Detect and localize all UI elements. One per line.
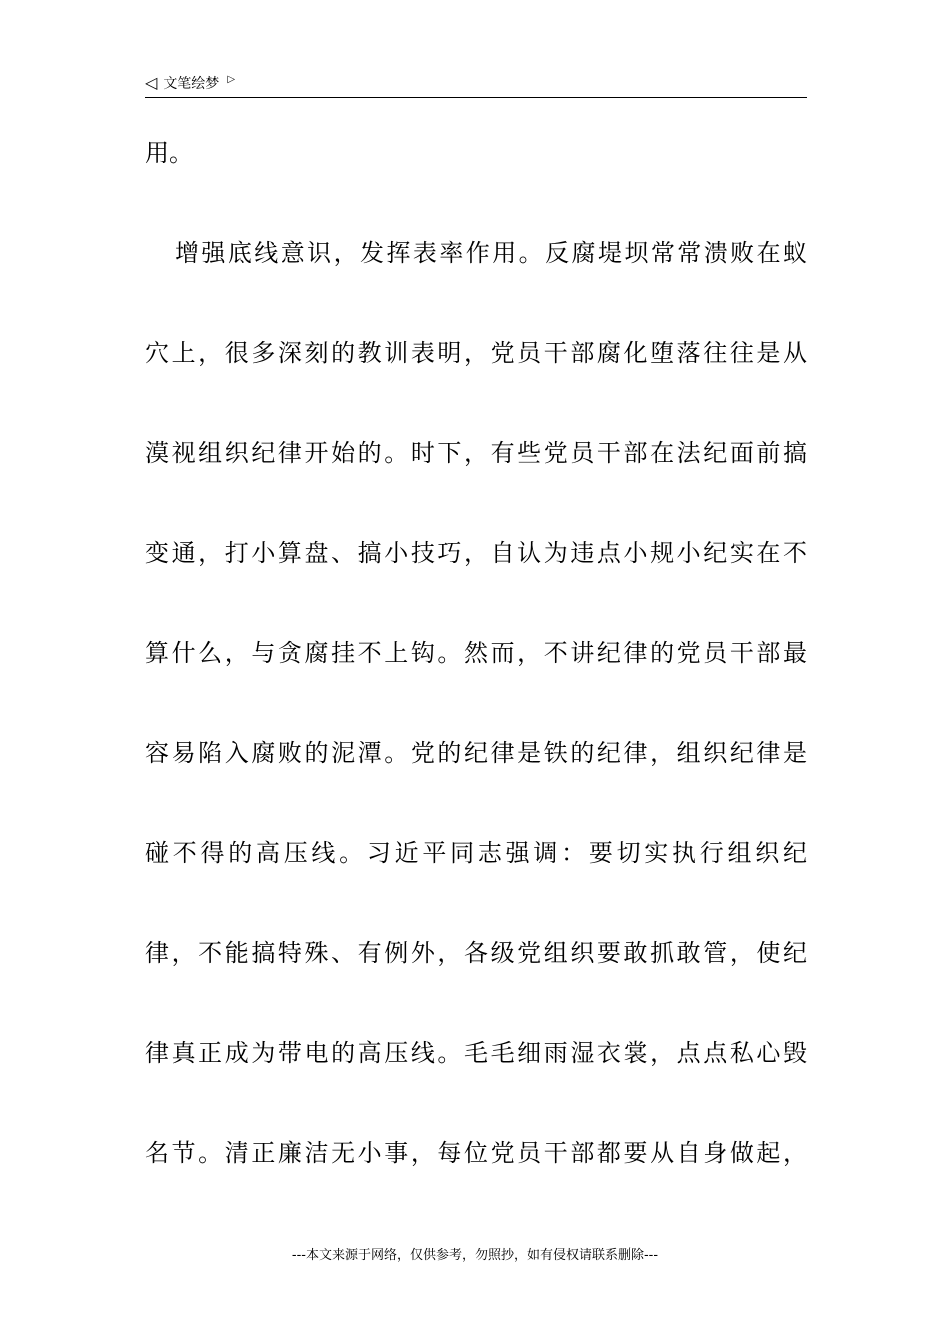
- text-line: 律真正成为带电的高压线。毛毛细雨湿衣裳，点点私心毁: [145, 1039, 807, 1067]
- text-line: 穴上，很多深刻的教训表明，党员干部腐化堕落往往是从: [145, 339, 807, 367]
- text-line: 变通，打小算盘、搞小技巧，自认为违点小规小纪实在不: [145, 539, 807, 567]
- right-triangle-icon: ▷: [227, 74, 236, 85]
- document-body: [145, 128, 807, 1228]
- header-divider: [145, 97, 807, 98]
- text-line: 容易陷入腐败的泥潭。党的纪律是铁的纪律，组织纪律是: [145, 739, 807, 767]
- page-footer: ---本文来源于网络，仅供参考，勿照抄，如有侵权请联系删除---: [291, 1248, 659, 1263]
- text-line: 用。: [145, 139, 193, 167]
- text-line: 增强底线意识，发挥表率作用。反腐堤坝常常溃败在蚁: [175, 239, 807, 267]
- header-title: 文笔绘梦: [163, 76, 220, 92]
- text-line: 漠视组织纪律开始的。时下，有些党员干部在法纪面前搞: [145, 439, 807, 467]
- text-line: 算什么，与贪腐挂不上钩。然而，不讲纪律的党员干部最: [145, 639, 807, 667]
- text-line: 名节。清正廉洁无小事，每位党员干部都要从自身做起，: [145, 1139, 807, 1167]
- left-triangle-icon: ◁: [145, 73, 158, 92]
- page-header: [145, 70, 807, 96]
- text-line: 碰不得的高压线。习近平同志强调：要切实执行组织纪: [145, 839, 807, 867]
- text-line: 律，不能搞特殊、有例外，各级党组织要敢抓敢管，使纪: [145, 939, 807, 967]
